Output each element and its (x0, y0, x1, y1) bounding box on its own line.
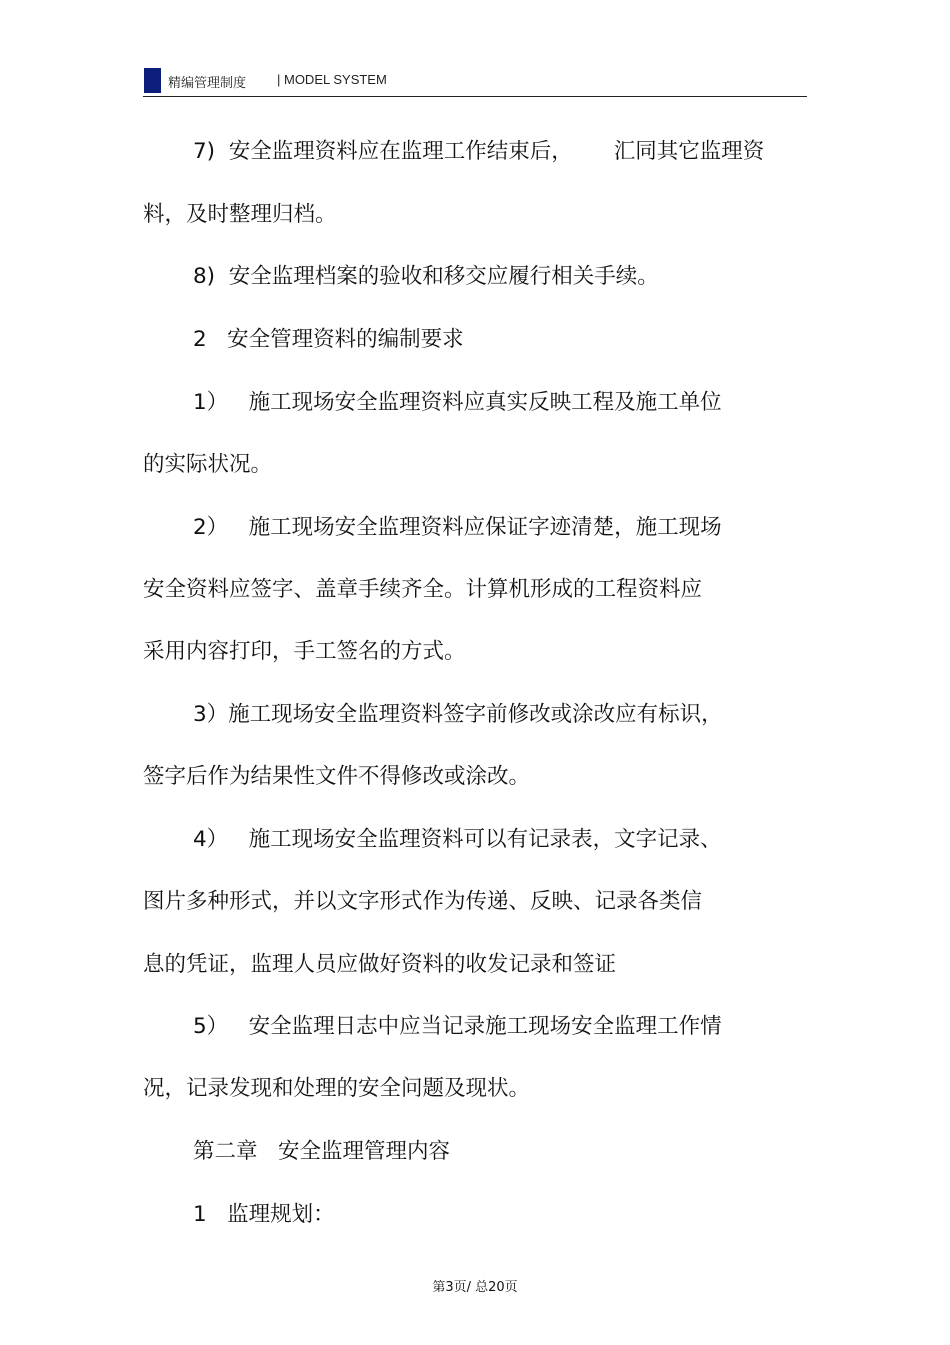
body-line: 4） 施工现场安全监理资料可以有记录表，文字记录、 (193, 827, 722, 852)
body-line: 8) 安全监理档案的验收和移交应履行相关手续。 (193, 264, 659, 289)
body-line: 签字后作为结果性文件不得修改或涂改。 (143, 764, 531, 789)
body-line: 图片多种形式，并以文字形式作为传递、反映、记录各类信 (143, 889, 703, 914)
body-line: 的实际状况。 (143, 452, 273, 477)
page-header (143, 66, 807, 97)
header-model-system: | MODEL SYSTEM (277, 72, 387, 87)
body-line: 3）施工现场安全监理资料签字前修改或涂改应有标识， (193, 702, 723, 727)
body-line: 5） 安全监理日志中应当记录施工现场安全监理工作情 (193, 1014, 722, 1039)
section-heading: 1 监理规划： (193, 1202, 335, 1227)
header-title: 精编管理制度 (168, 76, 247, 91)
section-heading: 2 安全管理资料的编制要求 (193, 327, 464, 352)
body-line: 7) 安全监理资料应在监理工作结束后， 汇同其它监理资 (193, 139, 765, 164)
body-line: 采用内容打印，手工签名的方式。 (143, 639, 466, 664)
body-line: 2） 施工现场安全监理资料应保证字迹清楚，施工现场 (193, 515, 722, 540)
body-line: 息的凭证，监理人员应做好资料的收发记录和签证 (143, 952, 617, 977)
body-line: 况，记录发现和处理的安全问题及现状。 (143, 1076, 531, 1101)
logo-icon (144, 68, 161, 93)
body-line: 料，及时整理归档。 (143, 202, 337, 227)
chapter-heading: 第二章 安全监理管理内容 (193, 1139, 451, 1164)
body-line: 安全资料应签字、盖章手续齐全。计算机形成的工程资料应 (143, 577, 703, 602)
body-line: 1） 施工现场安全监理资料应真实反映工程及施工单位 (193, 390, 722, 415)
page-number: 第3页/ 总20页 (432, 1280, 518, 1295)
